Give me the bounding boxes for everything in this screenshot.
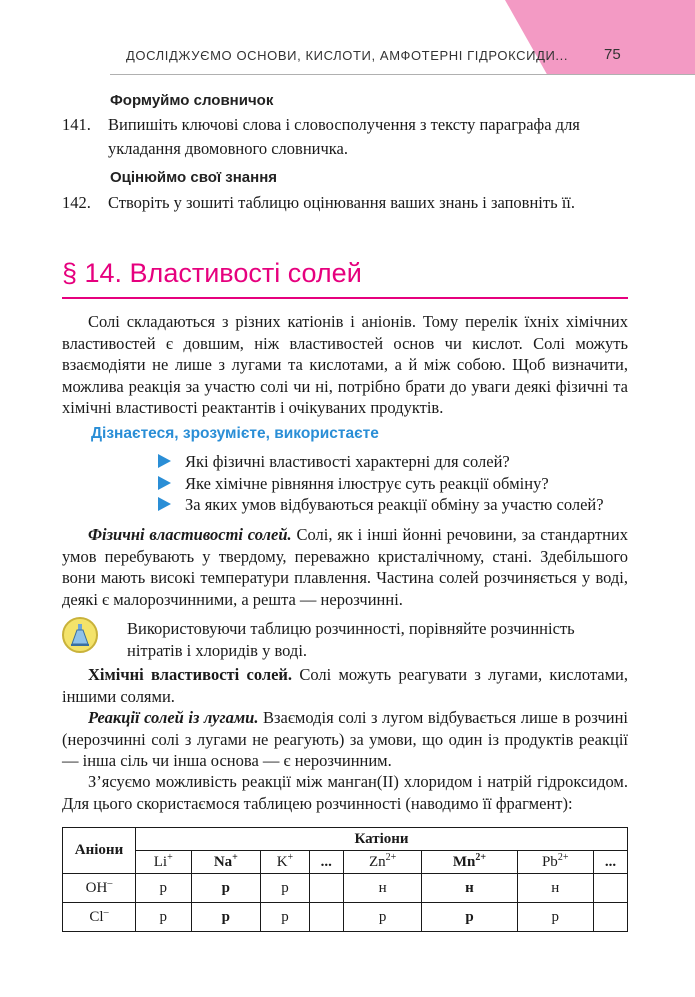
solubility-cell: н (517, 874, 593, 903)
solubility-cell: р (136, 874, 192, 903)
cation-cell: $Pb^{2+}$ (517, 851, 593, 874)
task-text-line1: Випишіть ключові слова і словосполучення з тексту параграфа для (108, 115, 580, 134)
cation-row (63, 851, 628, 874)
task-141 (62, 113, 634, 161)
physical-text: Солі, як і інші йонні речовини, за стандартних умов перебувають у твердому, переважно кристалічному, стані. Здебільшого вони мають високі температури плавлення. Частина солей розчиняється у воді, деякі є малорозчинними, а решта — нерозчинні. (62, 525, 628, 609)
anion-cell: OH– (63, 874, 136, 903)
solubility-cell (309, 874, 343, 903)
solubility-cell: р (191, 874, 261, 903)
learn-heading: Дізнаєтеся, зрозумієте, використаєте (91, 425, 379, 442)
list-item: Які фізичні властивості характерні для солей? (158, 451, 604, 473)
chemical-lead: Хімічні властивості солей. (88, 665, 293, 684)
task-text: Створіть у зошиті таблицю оцінювання ваших знань і заповніть її. (108, 193, 576, 212)
triangle-bullet-icon (158, 454, 171, 468)
task-number: 141. (62, 115, 91, 134)
section-title-rule (62, 297, 628, 299)
solubility-cell (593, 903, 627, 932)
section-title: § 14. Властивості солей (62, 258, 362, 288)
table-row (63, 874, 628, 903)
triangle-bullet-icon (158, 497, 171, 511)
intro-paragraph: Солі складаються з різних катіонів і аніонів. Тому перелік їхніх хімічних властивостей є довшим, ніж властивостей основ чи кислот. Солі можуть взаємодіяти не лише з лугами та кислотами, а й між собою. Щоб визначити, можлива реакція за участю солі чи ні, потрібно брати до уваги деякі фізичні та хімічні властивості реактантів і очікуваних продуктів. (62, 312, 628, 417)
cation-cell: $Zn^{2+}$ (343, 851, 422, 874)
cation-cell: Na+ (191, 851, 261, 874)
alkali-text: Взаємодія солі з лугом відбувається лише в розчині (нерозчинні солі з лугами не реагують) за умови, що один із продуктів реакції — інша сіль чи інша основа — є нерозчинним. (62, 708, 628, 770)
table-row (63, 903, 628, 932)
cation-cell: $Mn^{2+}$ (422, 851, 517, 874)
solubility-cell: р (517, 903, 593, 932)
flask-icon (62, 617, 98, 653)
anion-cell: Cl– (63, 903, 136, 932)
solubility-cell: н (343, 874, 422, 903)
alkali-reaction-paragraph (62, 707, 628, 772)
header-rule (110, 74, 695, 75)
cation-cell: ... (593, 851, 627, 874)
solubility-table (62, 827, 628, 932)
note-text: Використовуючи таблицю розчинності, порівняйте розчинність нітратів і хлоридів у воді. (127, 619, 575, 660)
solubility-cell: р (136, 903, 192, 932)
cation-cell: Li+ (136, 851, 192, 874)
solubility-cell: р (191, 903, 261, 932)
physical-lead: Фізичні властивості солей. (88, 525, 292, 544)
page-number: 75 (604, 46, 621, 63)
list-item: Яке хімічне рівняння ілюструє суть реакції обміну? (158, 473, 604, 495)
running-head: ДОСЛІДЖУЄМО ОСНОВИ, КИСЛОТИ, АМФОТЕРНІ ГІДРОКСИДИ... (126, 48, 569, 63)
task-142 (62, 191, 634, 215)
task-number: 142. (62, 193, 91, 212)
chemical-text: Солі можуть реагувати з лугами, кислотами, іншими солями. (62, 665, 628, 706)
solubility-cell: р (261, 874, 310, 903)
example-paragraph: З’ясуємо можливість реакції між манган(ІІ) хлоридом і натрій гідроксидом. Для цього скористаємося таблицею розчинності (наводимо її фрагмент): (62, 772, 628, 813)
learn-list (158, 451, 604, 516)
physical-properties-paragraph (62, 524, 628, 610)
solubility-cell (593, 874, 627, 903)
anions-header: Аніони (63, 828, 136, 874)
task-text-line2: укладання двомовного словничка. (108, 139, 348, 158)
vocab-heading: Формуймо словничок (110, 92, 274, 109)
alkali-lead: Реакції солей із лугами. (88, 708, 259, 727)
assess-heading: Оцінюймо свої знання (110, 169, 278, 186)
cations-header: Катіони (136, 828, 628, 851)
table-header-row (63, 828, 628, 851)
cation-cell: ... (309, 851, 343, 874)
solubility-cell: н (422, 874, 517, 903)
cation-cell: K+ (261, 851, 310, 874)
solubility-cell (309, 903, 343, 932)
triangle-bullet-icon (158, 476, 171, 490)
solubility-cell: р (422, 903, 517, 932)
solubility-cell: р (343, 903, 422, 932)
list-item: За яких умов відбуваються реакції обміну за участю солей? (158, 494, 604, 516)
chemical-properties-paragraph (62, 664, 628, 707)
solubility-cell: р (261, 903, 310, 932)
